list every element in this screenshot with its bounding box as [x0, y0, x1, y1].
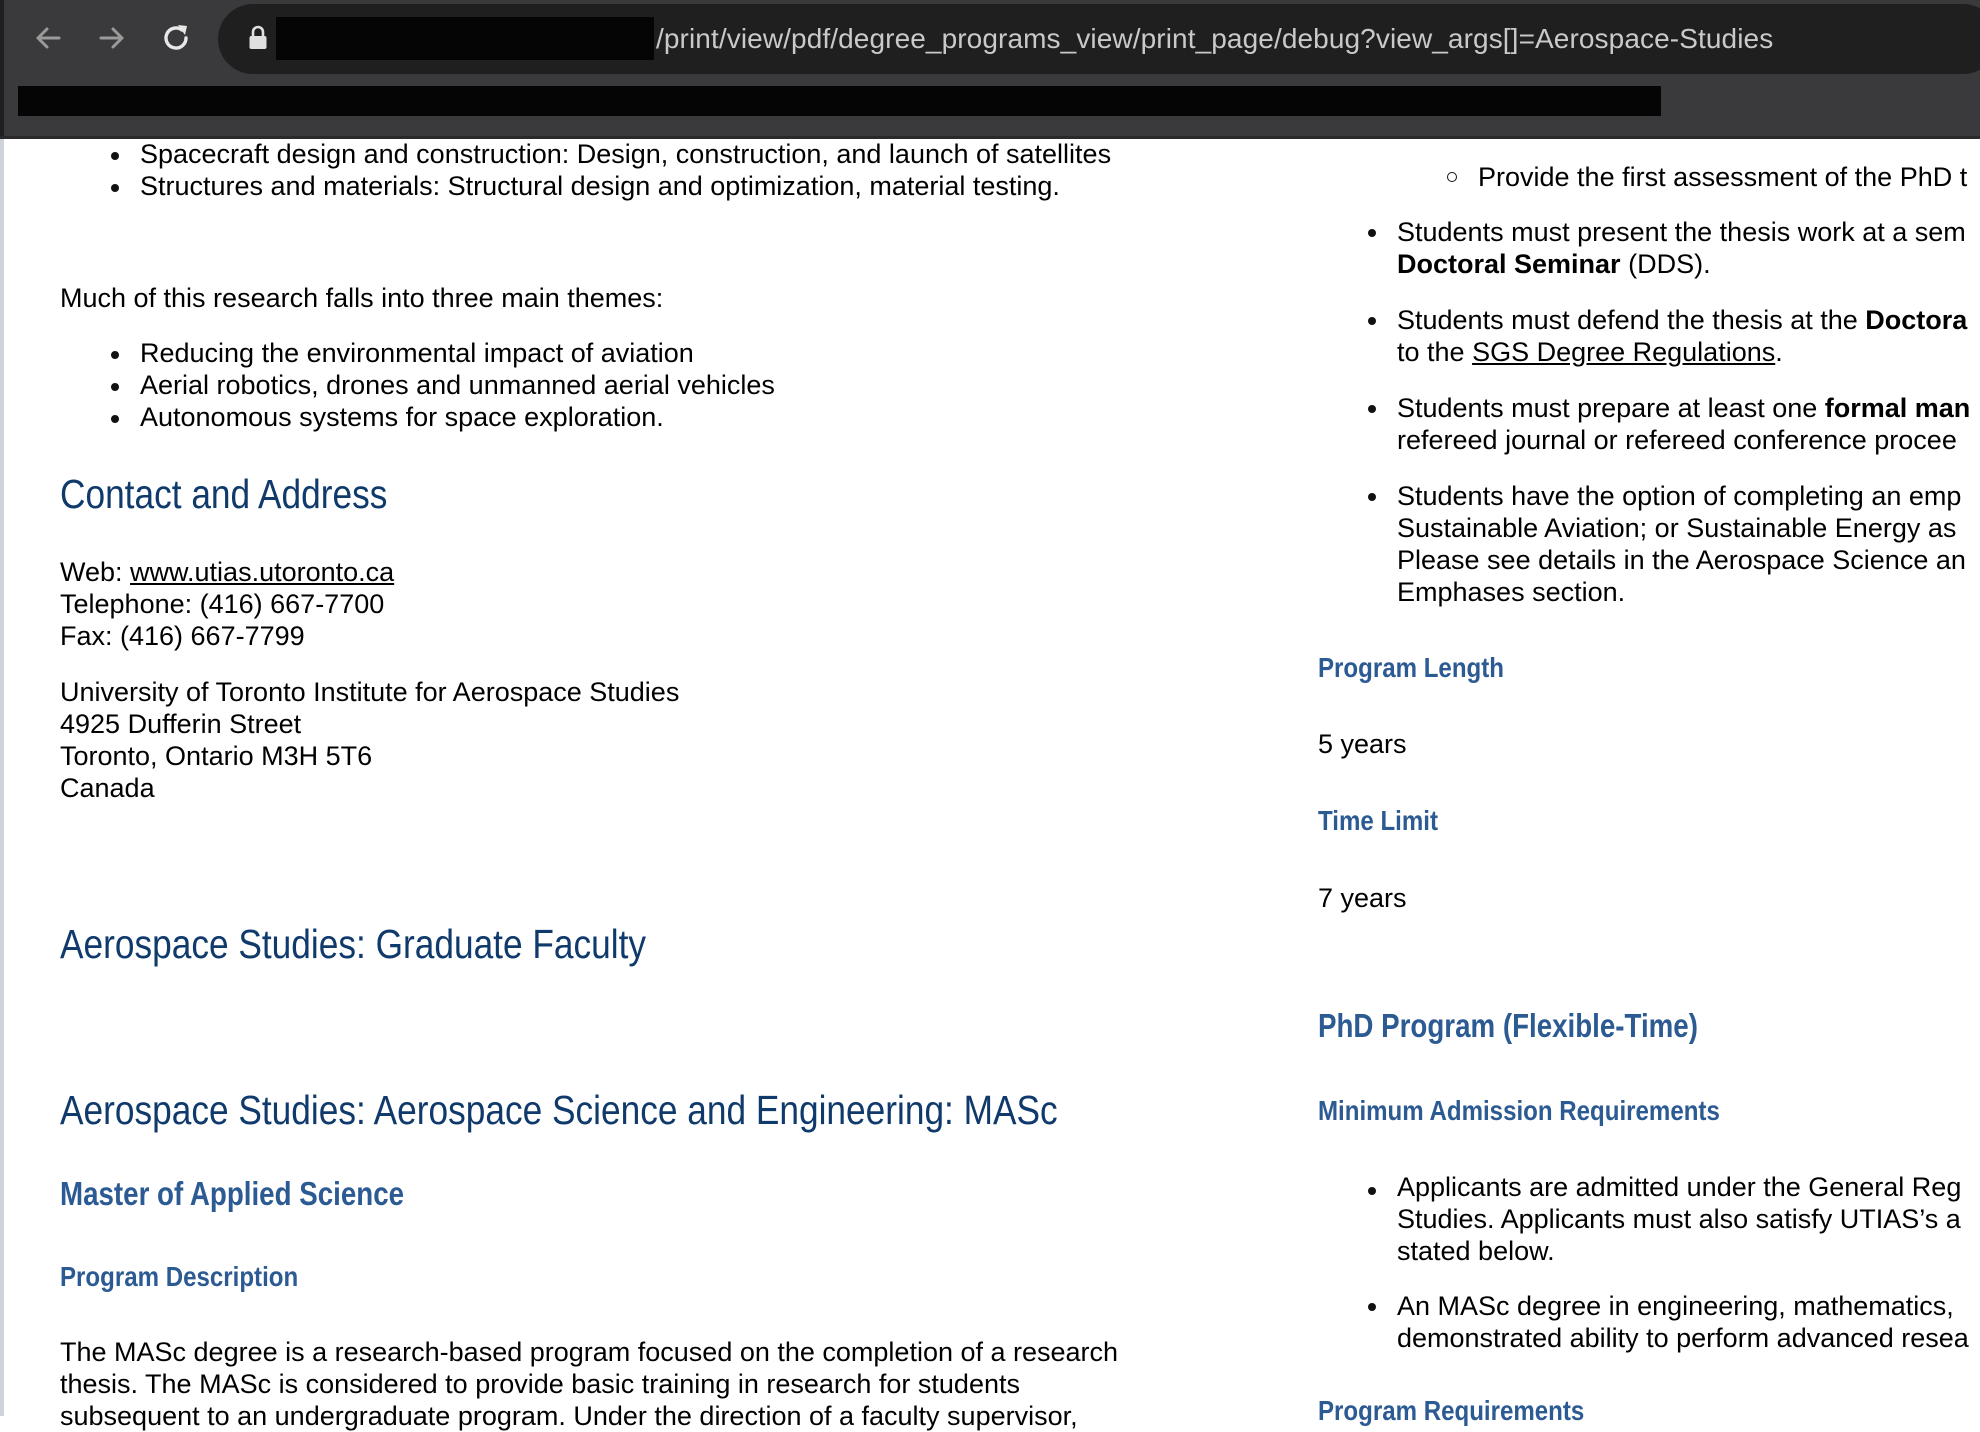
bullet — [111, 415, 119, 423]
bold-term: formal man — [1824, 393, 1971, 423]
description-line: The MASc degree is a research-based program focused on the completion of a research — [60, 1337, 1119, 1367]
min-admission-heading: Minimum Admission Requirements — [1318, 1095, 1720, 1126]
web-label: Web: — [60, 557, 131, 587]
bullet — [1368, 1303, 1376, 1311]
web-line — [60, 556, 394, 588]
phd-flexible-heading: PhD Program (Flexible-Time) — [1318, 1007, 1698, 1044]
address-line: Toronto, Ontario M3H 5T6 — [60, 741, 373, 771]
bullet — [111, 351, 119, 359]
redacted-url-host — [276, 17, 654, 60]
program-requirements-heading: Program Requirements — [1318, 1395, 1585, 1426]
list-item: Autonomous systems for space exploration. — [140, 402, 664, 432]
arrow-left-icon — [33, 23, 63, 53]
list-item-cont: demonstrated ability to perform advanced resea — [1397, 1323, 1969, 1353]
forward-button[interactable] — [90, 16, 134, 60]
sub-bullet — [1447, 172, 1457, 182]
reload-icon — [160, 22, 192, 54]
list-item: Students must present the thesis work at a sem — [1397, 217, 1966, 247]
sgs-degree-regulations-link[interactable]: SGS Degree Regulations — [1472, 337, 1776, 367]
address-line: University of Toronto Institute for Aerospace Studies — [60, 677, 680, 707]
text-run: Students must prepare at least one — [1397, 393, 1825, 423]
description-line: subsequent to an undergraduate program. Under the direction of a faculty supervisor, — [60, 1401, 1078, 1431]
bullet — [111, 383, 119, 391]
bullet — [111, 184, 119, 192]
text-run: . — [1775, 337, 1783, 367]
bullet — [1368, 317, 1376, 325]
themes-intro: Much of this research falls into three main themes: — [60, 283, 664, 313]
list-item: Students have the option of completing an emp — [1397, 481, 1962, 511]
masc-heading: Aerospace Studies: Aerospace Science and Engineering: MASc — [60, 1087, 1058, 1133]
contact-heading: Contact and Address — [60, 471, 388, 517]
program-description-heading: Program Description — [60, 1261, 299, 1292]
reload-button[interactable] — [154, 16, 198, 60]
list-item-cont: refereed journal or refereed conference procee — [1397, 425, 1957, 455]
bold-term: Doctoral Seminar — [1397, 249, 1621, 279]
browser-toolbar — [0, 0, 1980, 139]
time-limit-heading: Time Limit — [1318, 805, 1438, 836]
list-item-cont — [1397, 248, 1711, 280]
list-item: Aerial robotics, drones and unmanned aerial vehicles — [140, 370, 775, 400]
bullet — [1368, 229, 1376, 237]
faculty-heading: Aerospace Studies: Graduate Faculty — [60, 921, 647, 967]
bullet — [1368, 405, 1376, 413]
lock-icon — [248, 25, 268, 51]
bold-term: Doctora — [1865, 305, 1968, 335]
time-limit-value: 7 years — [1318, 883, 1407, 913]
text-run: (DDS). — [1620, 249, 1711, 279]
arrow-right-icon — [97, 23, 127, 53]
program-length-heading: Program Length — [1318, 652, 1504, 683]
bullet — [1368, 1187, 1376, 1195]
list-item-cont: Please see details in the Aerospace Science an — [1397, 545, 1966, 575]
list-item: An MASc degree in engineering, mathematics, — [1397, 1291, 1954, 1321]
description-line: thesis. The MASc is considered to provide basic training in research for students — [60, 1369, 1020, 1399]
list-item: Spacecraft design and construction: Design, construction, and launch of satellites — [140, 139, 1112, 169]
bullet — [1368, 493, 1376, 501]
bullet — [111, 152, 119, 160]
fax: Fax: (416) 667-7799 — [60, 621, 305, 651]
address-line: Canada — [60, 773, 155, 803]
page-edge — [0, 139, 4, 1416]
utias-website-link[interactable]: www.utias.utoronto.ca — [130, 557, 395, 587]
list-item-cont — [1397, 336, 1783, 368]
list-item-cont: stated below. — [1397, 1236, 1555, 1266]
list-item-cont: Sustainable Aviation; or Sustainable Energy as — [1397, 513, 1957, 543]
telephone: Telephone: (416) 667-7700 — [60, 589, 385, 619]
list-item: Reducing the environmental impact of aviation — [140, 338, 694, 368]
program-length-value: 5 years — [1318, 729, 1407, 759]
list-item: Provide the first assessment of the PhD t — [1478, 162, 1968, 192]
back-button[interactable] — [26, 16, 70, 60]
text-run: to the — [1397, 337, 1473, 367]
list-item — [1397, 304, 1967, 336]
text-run: Students must defend the thesis at the — [1397, 305, 1866, 335]
window-edge — [0, 0, 4, 139]
list-item — [1397, 392, 1970, 424]
list-item-cont: Emphases section. — [1397, 577, 1626, 607]
list-item: Applicants are admitted under the General Reg — [1397, 1172, 1962, 1202]
list-item: Structures and materials: Structural design and optimization, material testing. — [140, 171, 1060, 201]
url-path[interactable]: /print/view/pdf/degree_programs_view/print_page/debug?view_args[]=Aerospace-Studies — [656, 23, 1774, 54]
masc-subheading: Master of Applied Science — [60, 1175, 405, 1212]
list-item-cont: Studies. Applicants must also satisfy UTIAS’s a — [1397, 1204, 1961, 1234]
address-line: 4925 Dufferin Street — [60, 709, 302, 739]
redacted-bookmarks-bar — [18, 86, 1661, 116]
